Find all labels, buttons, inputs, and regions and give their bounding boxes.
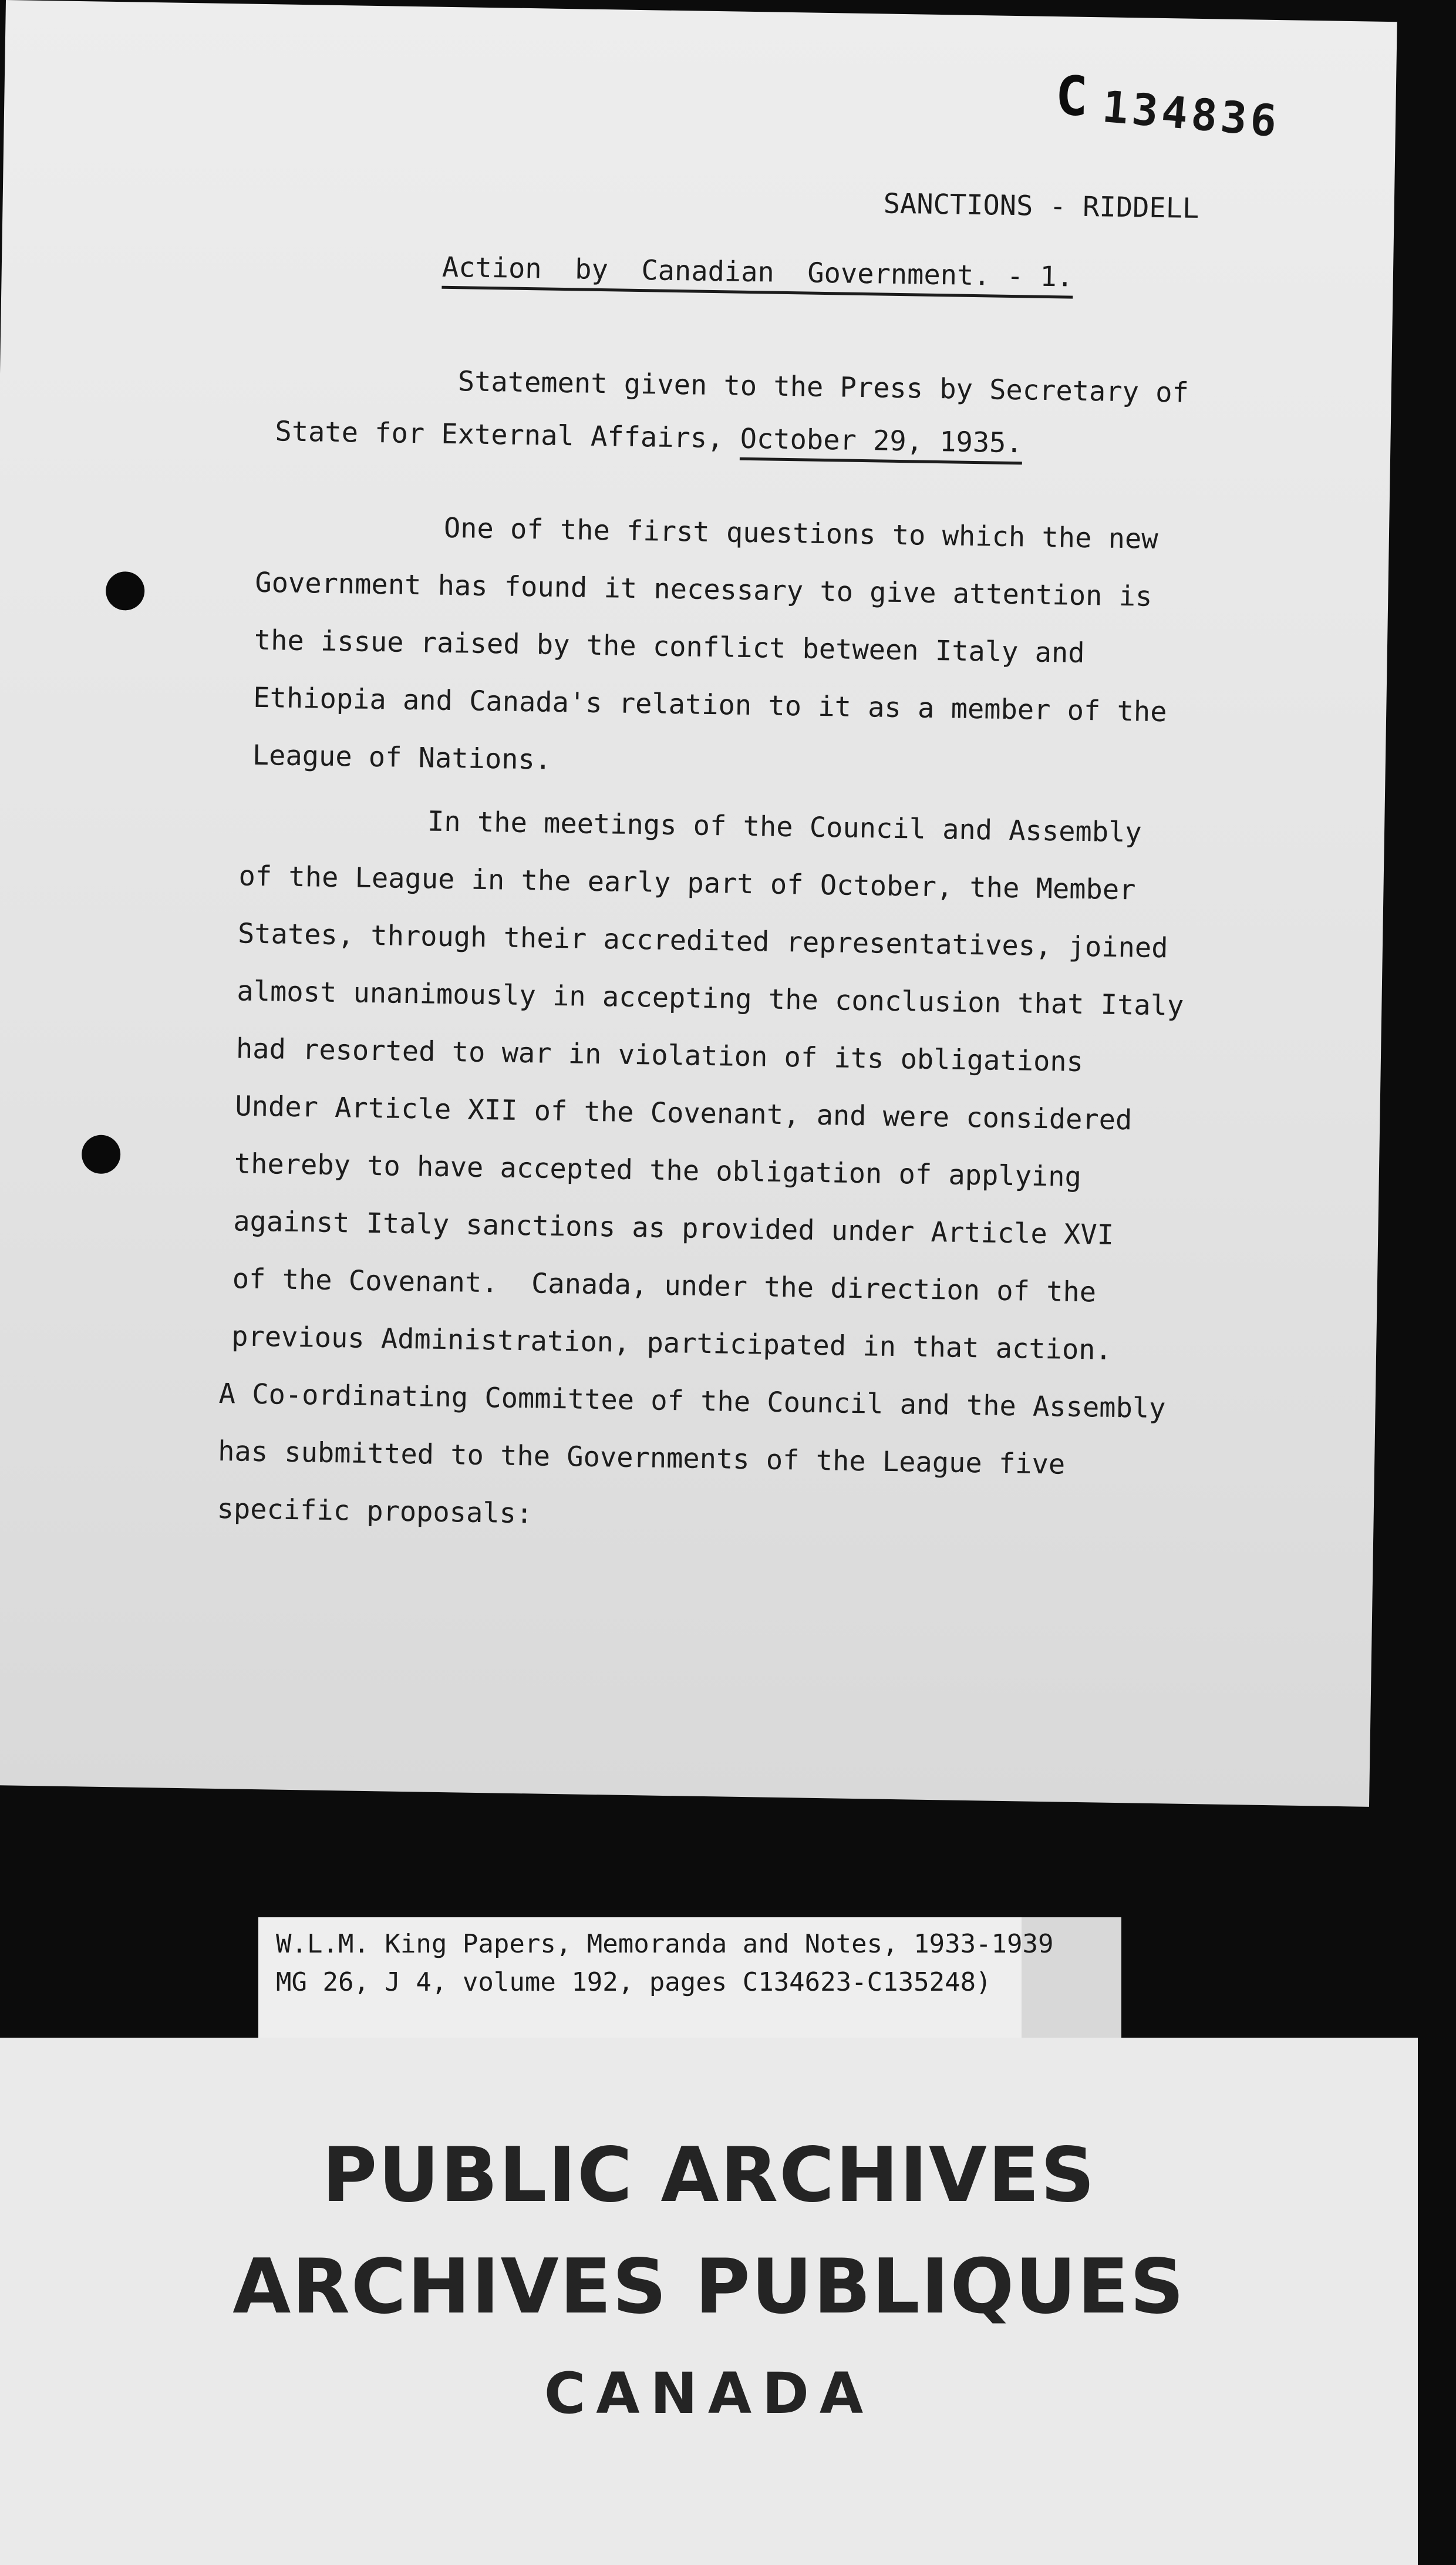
archives-line-3: CANADA: [544, 2361, 874, 2426]
para2-line: States, through their accredited representatives, joined: [237, 917, 1168, 965]
reference-line-2: MG 26, J 4, volume 192, pages C134623-C135248): [276, 1967, 992, 1997]
document-title: Action by Canadian Government. - 1.: [441, 251, 1073, 299]
archives-line-2: ARCHIVES PUBLIQUES: [232, 2243, 1185, 2331]
para2-line: almost unanimously in accepting the conclusion that Italy: [237, 975, 1184, 1022]
para2-line: A Co-ordinating Committee of the Council and the Assembly: [218, 1377, 1166, 1425]
intro-line-2-prefix: State for External Affairs,: [275, 415, 741, 455]
punch-hole-top: [106, 571, 145, 611]
paragraph-1: [252, 509, 1371, 776]
paragraph-2: [217, 802, 1385, 1530]
stamp-letter: C: [1054, 65, 1088, 128]
archives-card: [0, 2038, 1418, 2565]
para2-line: previous Administration, participated in that action.: [231, 1320, 1113, 1366]
para2-line: specific proposals:: [217, 1492, 533, 1530]
para1-line: the issue raised by the conflict between Italy and: [254, 624, 1086, 669]
archives-line-1: PUBLIC ARCHIVES: [322, 2132, 1096, 2219]
para1-line: League of Nations.: [252, 739, 552, 776]
para1-line: Government has found it necessary to give attention is: [255, 566, 1152, 613]
para2-line: of the League in the early part of October, the Member: [238, 860, 1136, 907]
reference-line-1: W.L.M. King Papers, Memoranda and Notes, 1933-1939: [276, 1929, 1054, 1959]
stamp-number: 134836: [1100, 81, 1282, 147]
intro-line-1: Statement given to the Press by Secretary of: [457, 365, 1189, 409]
para2-line: Under Article XII of the Covenant, and were considered: [235, 1090, 1133, 1137]
para1-line: Ethiopia and Canada's relation to it as a member of the: [252, 681, 1167, 729]
punch-hole-bottom: [82, 1135, 121, 1174]
heading-right: SANCTIONS - RIDDELL: [883, 187, 1199, 225]
para2-line: has submitted to the Governments of the League five: [217, 1435, 1066, 1481]
para1-line: One of the first questions to which the new: [443, 511, 1158, 556]
para2-line: of the Covenant. Canada, under the direction of the: [232, 1263, 1097, 1309]
para2-line: thereby to have accepted the obligation of applying: [234, 1147, 1082, 1194]
intro-line-2: [275, 415, 1023, 459]
para2-line: against Italy sanctions as provided under Article XVI: [232, 1205, 1114, 1251]
intro-date: October 29, 1935.: [740, 423, 1023, 465]
para2-line: In the meetings of the Council and Assembly: [427, 805, 1142, 849]
para2-line: had resorted to war in violation of its obligations: [235, 1032, 1084, 1079]
